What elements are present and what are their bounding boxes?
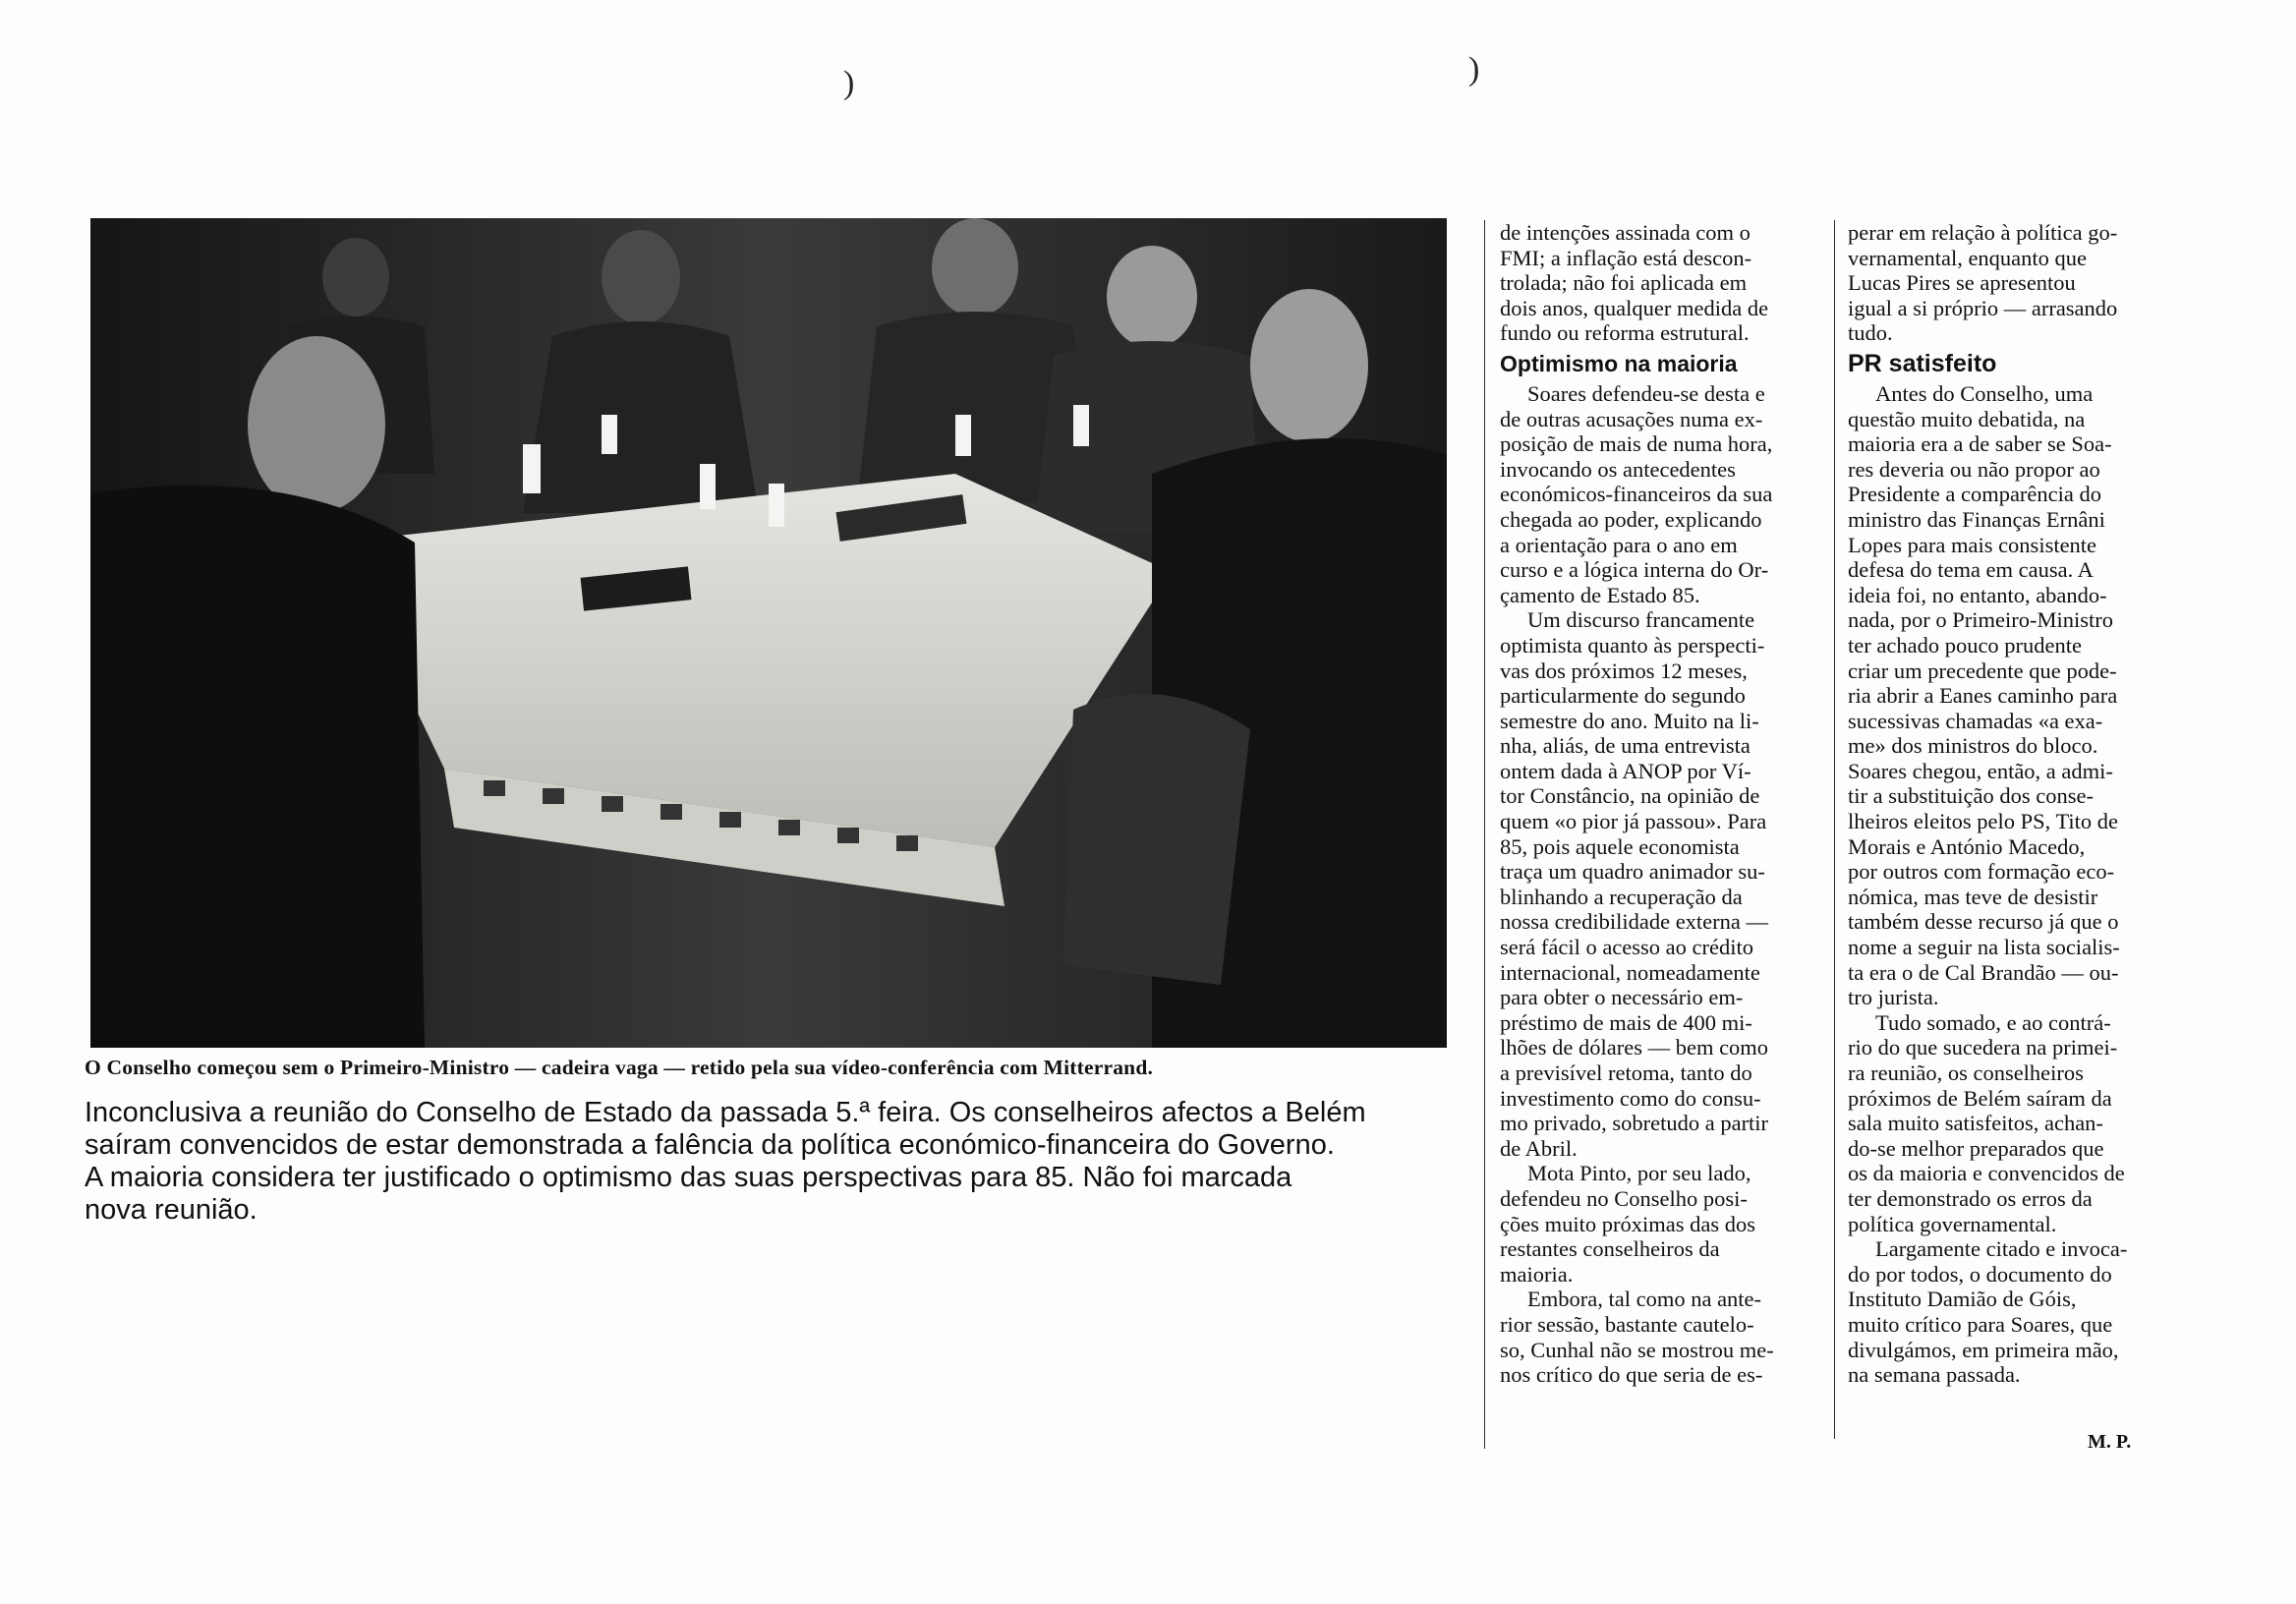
photo-caption: O Conselho começou sem o Primeiro-Ministro — cadeira vaga — retido pela sua vídeo-conferência com Mitterrand. — [85, 1056, 1154, 1079]
text-line: ria abrir a Eanes caminho para — [1848, 683, 2118, 709]
text-line: particularmente do segundo — [1500, 683, 1746, 709]
text-line: semestre do ano. Muito na li- — [1500, 708, 1759, 733]
text-line: igual a si próprio — arrasando — [1848, 295, 2118, 320]
text-line: sucessivas chamadas «a exa- — [1848, 708, 2103, 733]
text-line: Instituto Damião de Góis, — [1848, 1287, 2077, 1312]
text-line: posição de mais de numa hora, — [1500, 431, 1773, 457]
text-line: Presidente a comparência do — [1848, 482, 2102, 507]
text-line: por outros com formação eco- — [1848, 859, 2115, 885]
text-line: tor Constâncio, na opinião de — [1500, 783, 1760, 809]
lead-line: saíram convencidos de estar demonstrada a falência da política económico-financeira do Governo. — [85, 1129, 1335, 1161]
text-line: ideia foi, no entanto, abando- — [1848, 582, 2107, 607]
text-line: divulgámos, em primeira mão, — [1848, 1337, 2119, 1362]
text-line: vernamental, enquanto que — [1848, 245, 2088, 270]
text-line: nome a seguir na lista socialis- — [1848, 935, 2120, 960]
text-line: nómica, mas teve de desistir — [1848, 884, 2098, 909]
text-line: do por todos, o documento do — [1848, 1261, 2112, 1287]
text-line: lhões de dólares — bem como — [1500, 1035, 1769, 1060]
text-line: defendeu no Conselho posi- — [1500, 1185, 1748, 1211]
article-column-1 — [1500, 220, 1826, 1388]
text-line: trolada; não foi aplicada em — [1500, 270, 1748, 296]
text-line: lheiros eleitos pelo PS, Tito de — [1848, 809, 2119, 834]
text-line: muito crítico para Soares, que — [1848, 1311, 2113, 1337]
text-line: de Abril. — [1500, 1135, 1578, 1161]
lead-line: A maioria considera ter justificado o optimismo das suas perspectivas para 85. Não foi marcada — [85, 1162, 1292, 1193]
text-line: ter demonstrado os erros da — [1848, 1185, 2093, 1211]
column-1-intro — [1500, 220, 1826, 346]
text-line: çamento de Estado 85. — [1500, 582, 1700, 607]
text-line: questão muito debatida, na — [1848, 406, 2086, 431]
text-line: so, Cunhal não se mostrou me- — [1500, 1337, 1774, 1362]
text-line: a previsível retoma, tanto do — [1500, 1060, 1752, 1085]
text-line: fundo ou reforma estrutural. — [1500, 320, 1750, 346]
text-line: ta era o de Cal Brandão — ou- — [1848, 959, 2119, 985]
text-line: defesa do tema em causa. A — [1848, 557, 2094, 583]
text-line: nossa credibilidade externa — — [1500, 909, 1769, 935]
text-line: a orientação para o ano em — [1500, 532, 1738, 557]
text-line: internacional, nomeadamente — [1500, 959, 1760, 985]
text-line: política governamental. — [1848, 1211, 2057, 1236]
text-line: quem «o pior já passou». Para — [1500, 809, 1767, 834]
text-line: criar um precedente que pode- — [1848, 658, 2117, 683]
text-line: Lucas Pires se apresentou — [1848, 270, 2076, 296]
text-line: 85, pois aquele economista — [1500, 833, 1740, 859]
news-photo — [90, 218, 1447, 1048]
text-line: Um discurso francamente — [1527, 607, 1755, 633]
text-line: invocando os antecedentes — [1500, 456, 1736, 482]
column-2-paragraph — [1848, 1010, 2172, 1236]
text-line: tro jurista. — [1848, 985, 1939, 1010]
text-line: investimento como do consu- — [1500, 1085, 1761, 1111]
text-line: Soares chegou, então, a admi- — [1848, 758, 2113, 783]
column-1-paragraph — [1500, 1161, 1826, 1287]
text-line: tir a substituição dos conse- — [1848, 783, 2094, 809]
text-line: rio do que sucedera na primei- — [1848, 1035, 2118, 1060]
text-line: restantes conselheiros da — [1500, 1236, 1720, 1262]
text-line: préstimo de mais de 400 mi- — [1500, 1009, 1752, 1035]
text-line: ções muito próximas das dos — [1500, 1211, 1755, 1236]
column-2-intro — [1848, 220, 2172, 346]
column-1-heading: Optimismo na maioria — [1500, 350, 1738, 376]
column-2-paragraph — [1848, 381, 2172, 1010]
text-line: nada, por o Primeiro-Ministro — [1848, 607, 2113, 633]
text-line: rior sessão, bastante cautelo- — [1500, 1311, 1754, 1337]
text-line: maioria era a de saber se Soa- — [1848, 431, 2112, 457]
text-line: para obter o necessário em- — [1500, 985, 1744, 1010]
lead-line: nova reunião. — [85, 1194, 258, 1226]
photo-illustration — [90, 218, 1447, 1048]
text-line: de outras acusações numa ex- — [1500, 406, 1763, 431]
text-line: sala muito satisfeitos, achan- — [1848, 1111, 2103, 1136]
text-line: Tudo somado, e ao contrá- — [1875, 1009, 2111, 1035]
text-line: mo privado, sobretudo a partir — [1500, 1111, 1769, 1136]
lead-paragraph — [85, 1097, 1461, 1227]
text-line: próximos de Belém saíram da — [1848, 1085, 2112, 1111]
text-line: dois anos, qualquer medida de — [1500, 295, 1769, 320]
text-line: Soares defendeu-se desta e — [1527, 380, 1765, 406]
text-line: perar em relação à política go- — [1848, 220, 2118, 245]
text-line: Mota Pinto, por seu lado, — [1527, 1161, 1751, 1186]
text-line: também desse recurso já que o — [1848, 909, 2119, 935]
text-line: FMI; a inflação está descon- — [1500, 245, 1752, 270]
text-line: me» dos ministros do bloco. — [1848, 733, 2098, 759]
text-line: Morais e António Macedo, — [1848, 833, 2086, 859]
text-line: na semana passada. — [1848, 1362, 2021, 1388]
text-line: nha, aliás, de uma entrevista — [1500, 733, 1751, 759]
column-1-paragraph — [1500, 607, 1826, 1161]
text-line: tudo. — [1848, 320, 1893, 346]
text-line: ministro das Finanças Ernâni — [1848, 506, 2105, 532]
text-line: optimista quanto às perspecti- — [1500, 632, 1765, 658]
text-line: traça um quadro animador su- — [1500, 859, 1765, 885]
text-line: os da maioria e convencidos de — [1848, 1161, 2125, 1186]
column-1-paragraph — [1500, 381, 1826, 607]
text-line: curso e a lógica interna do Or- — [1500, 557, 1769, 583]
text-line: Largamente citado e invoca- — [1875, 1236, 2128, 1262]
text-line: ontem dada à ANOP por Ví- — [1500, 758, 1751, 783]
column-2-heading: PR satisfeito — [1848, 349, 1997, 377]
text-line: Lopes para mais consistente — [1848, 532, 2097, 557]
text-line: Antes do Conselho, uma — [1875, 380, 2094, 406]
author-signature: M. P. — [2088, 1431, 2132, 1453]
text-line: económicos-financeiros da sua — [1500, 482, 1773, 507]
column-rule — [1834, 220, 1835, 1439]
column-1-paragraph — [1500, 1287, 1826, 1387]
text-line: Embora, tal como na ante- — [1527, 1287, 1762, 1312]
text-line: res deveria ou não propor ao — [1848, 456, 2100, 482]
scan-speck: ) — [843, 65, 855, 101]
column-2-paragraph — [1848, 1236, 2172, 1388]
text-line: ra reunião, os conselheiros — [1848, 1060, 2084, 1085]
scan-speck: ) — [1468, 51, 1480, 87]
text-line: blinhando a recuperação da — [1500, 884, 1743, 909]
article-column-2 — [1848, 220, 2172, 1388]
text-line: maioria. — [1500, 1261, 1574, 1287]
text-line: do-se melhor preparados que — [1848, 1135, 2104, 1161]
text-line: de intenções assinada com o — [1500, 220, 1751, 245]
text-line: ter achado pouco prudente — [1848, 632, 2083, 658]
text-line: será fácil o acesso ao crédito — [1500, 935, 1753, 960]
column-rule — [1484, 220, 1485, 1449]
text-line: chegada ao poder, explicando — [1500, 506, 1762, 532]
text-line: vas dos próximos 12 meses, — [1500, 658, 1748, 683]
lead-line: Inconclusiva a reunião do Conselho de Estado da passada 5.ª feira. Os conselheiros afectos a Belém — [85, 1097, 1366, 1128]
text-line: nos crítico do que seria de es- — [1500, 1362, 1763, 1388]
